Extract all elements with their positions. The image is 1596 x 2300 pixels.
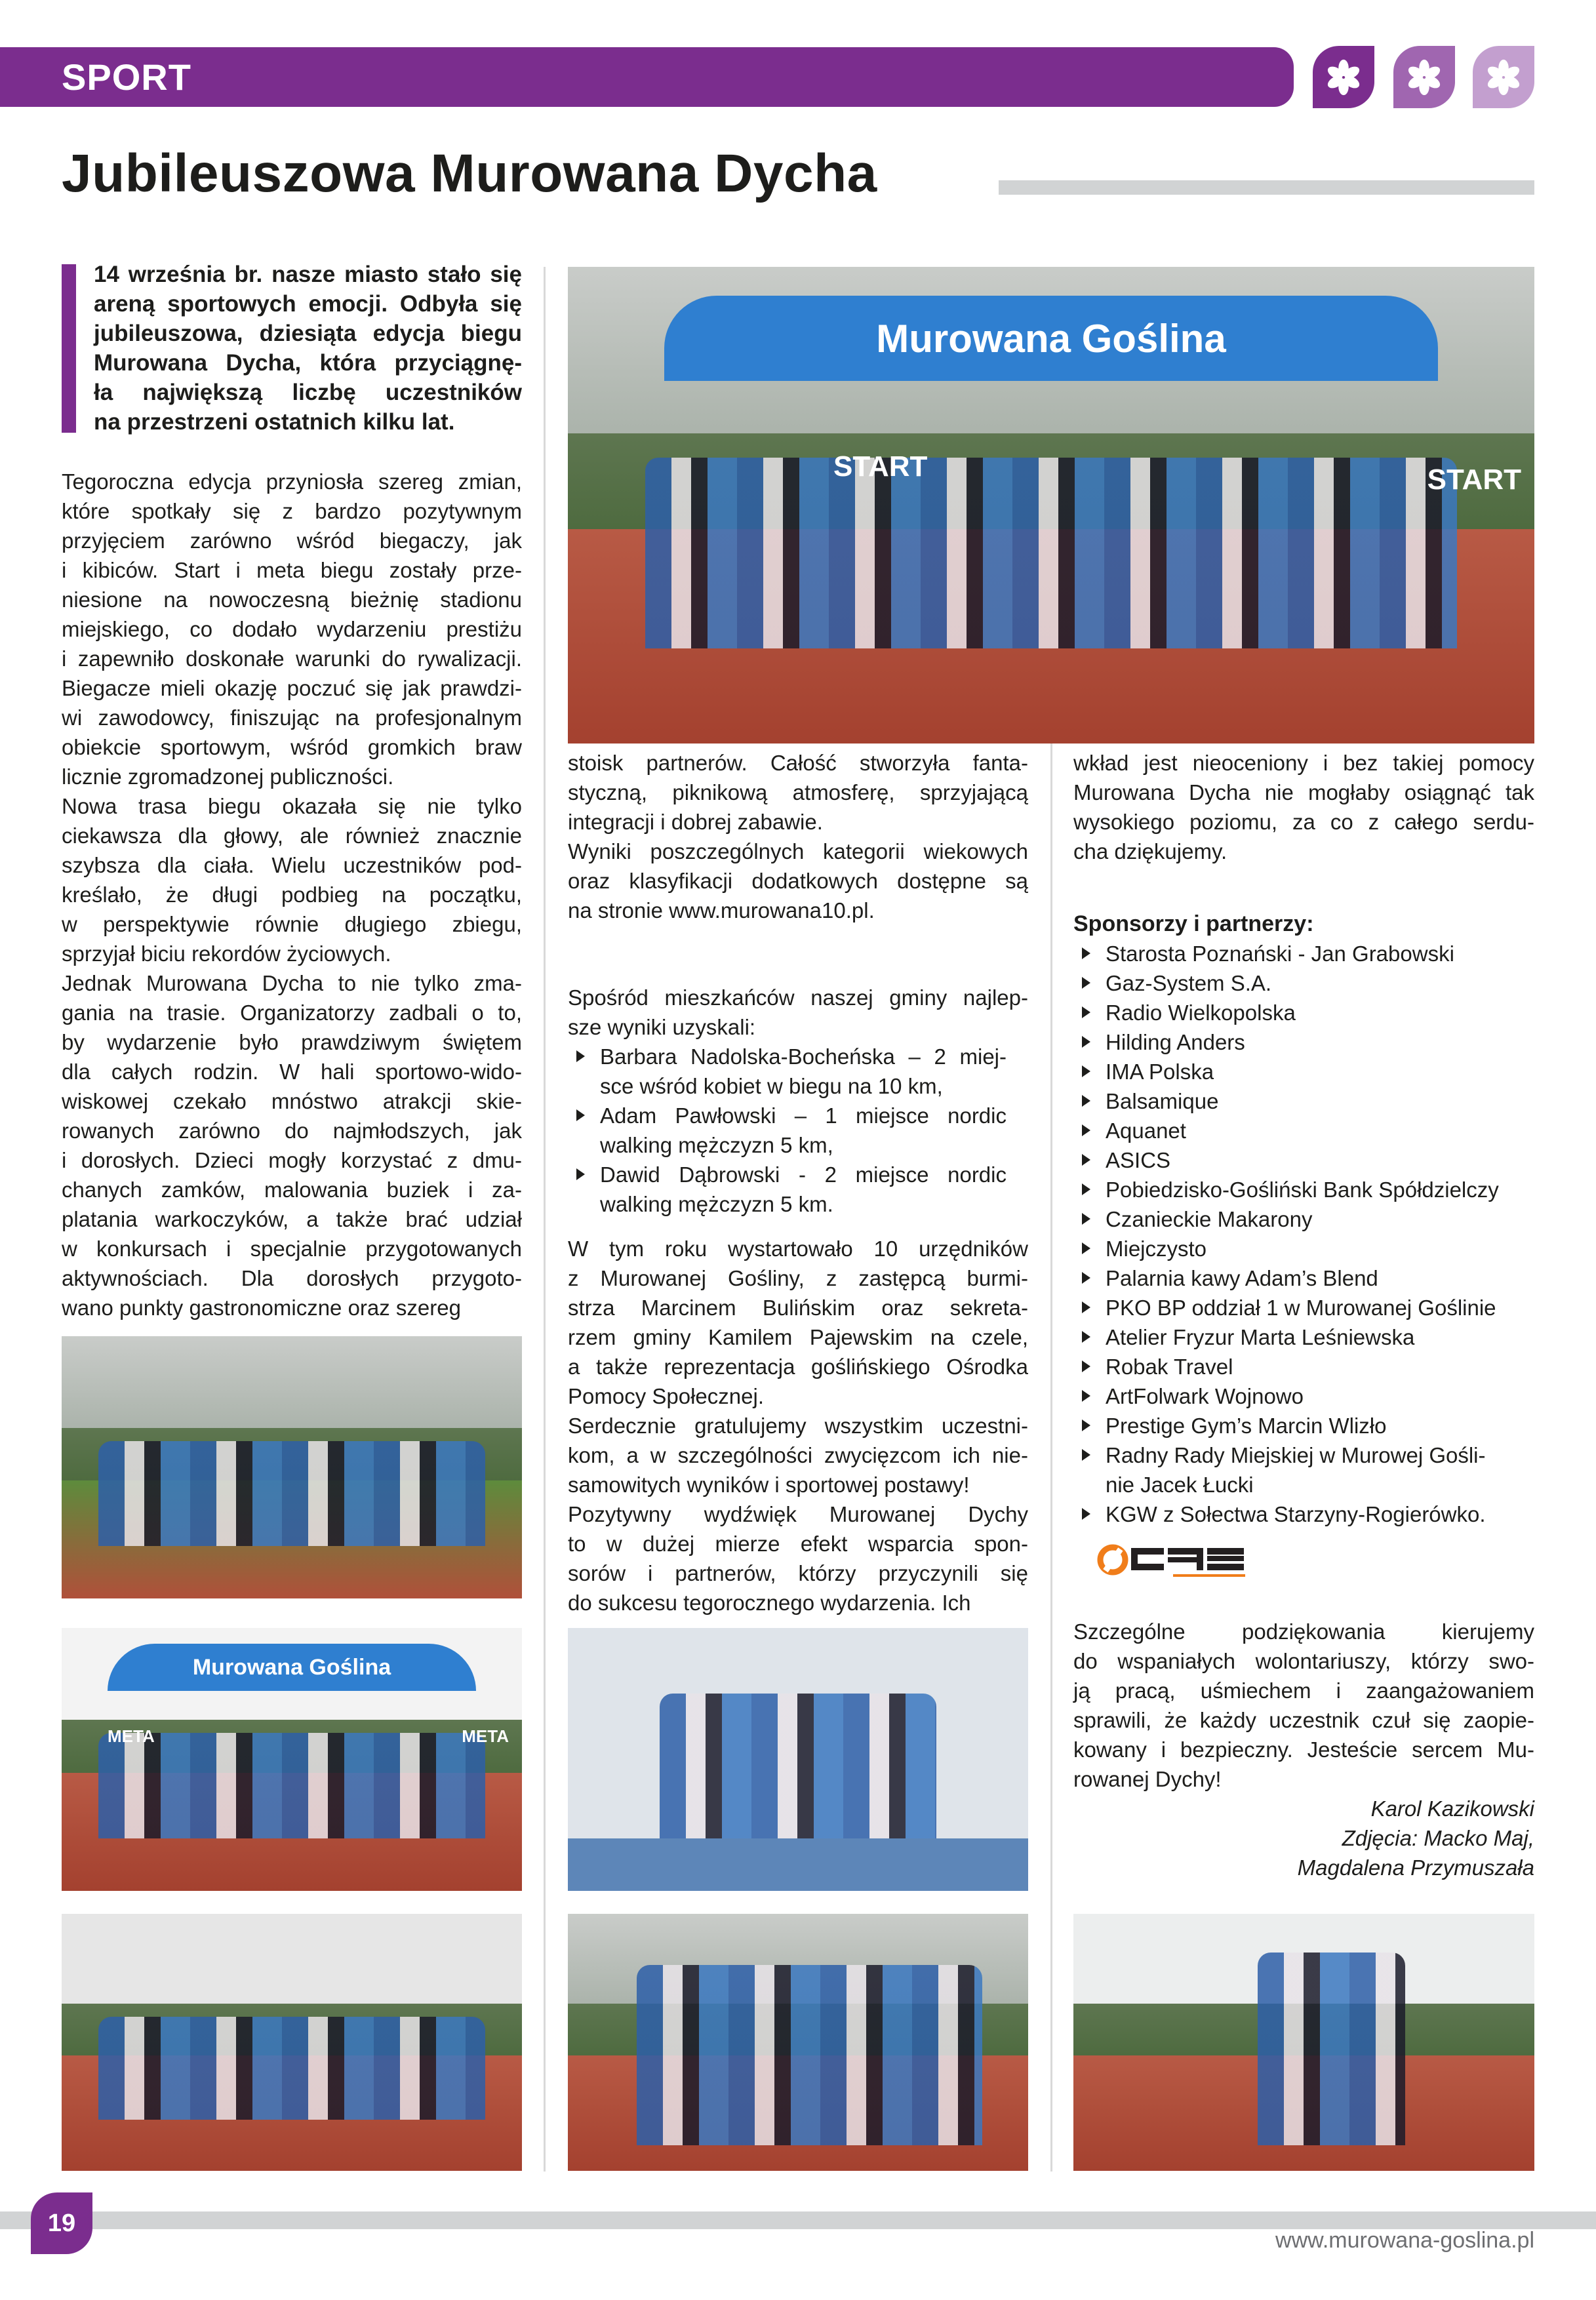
text-line: Robak Travel — [1106, 1355, 1233, 1379]
column-divider — [544, 267, 546, 2171]
text-line: rzem gminy Kamilem Pajewskim na czele, — [568, 1325, 1028, 1349]
sponsors-list — [1106, 939, 1534, 1529]
list-item — [1106, 1204, 1534, 1234]
bullet-triangle-icon — [1082, 1242, 1090, 1254]
right-body-1 — [1073, 748, 1534, 866]
middle-body-1 — [568, 748, 1028, 925]
text-line: niesione na nowoczesną bieżnię stadionu — [62, 587, 522, 612]
text-line: kowany i bezpieczny. Jesteście sercem Mu- — [1073, 1737, 1534, 1762]
text-line: w konkursach i specjalnie przygotowanych — [62, 1237, 522, 1261]
lead-paragraph — [94, 260, 522, 437]
text-line: Dawid Dąbrowski - 2 miejsce nordic — [600, 1162, 1007, 1187]
list-item — [1106, 1175, 1534, 1204]
text-line: PKO BP oddział 1 w Murowanej Goślinie — [1106, 1296, 1496, 1320]
bullet-triangle-icon — [1082, 1213, 1090, 1225]
text-line: aktywnościach. Dla dorosłych przygoto- — [62, 1266, 522, 1290]
text-line: Balsamique — [1106, 1089, 1219, 1113]
photo-group-meta-arch — [62, 1628, 522, 1891]
list-item — [1106, 998, 1534, 1027]
text-line: które spotkały się z bardzo pozytywnym — [62, 499, 522, 523]
list-item — [600, 1042, 1007, 1101]
paragraph — [94, 260, 522, 437]
text-line: Pozytywny wydźwięk Murowanej Dychy — [568, 1502, 1028, 1526]
bullet-triangle-icon — [1082, 1036, 1090, 1048]
text-line: Spośród mieszkańców naszej gminy najlep- — [568, 985, 1028, 1010]
arch-banner: Murowana Goślina — [664, 296, 1437, 382]
text-line: Adam Pawłowski – 1 miejsce nordic — [600, 1103, 1007, 1128]
text-line: z Murowanej Gośliny, z zastępcą burmi- — [568, 1266, 1028, 1290]
photo-start-arch — [568, 267, 1534, 744]
list-item — [1106, 939, 1534, 968]
page-number: 19 — [31, 2192, 92, 2254]
text-line: rowanych zarówno do najmłodszych, jak — [62, 1119, 522, 1143]
bullet-triangle-icon — [1082, 1360, 1090, 1372]
flower-icon — [1473, 46, 1534, 108]
text-line: gania na trasie. Organizatorzy zadbali o to, — [62, 1001, 522, 1025]
text-line: areną sportowych emocji. Odbyła się — [94, 291, 522, 317]
text-line: a także reprezentacja goślińskiego Ośrodka — [568, 1355, 1028, 1379]
paragraph — [568, 748, 1028, 837]
text-line: Gaz-System S.A. — [1106, 971, 1272, 995]
text-line: Aquanet — [1106, 1119, 1186, 1143]
text-line: wi zawodowcy, finiszując na profesjonalnym — [62, 705, 522, 730]
text-line: oraz klasyfikacji dodatkowych dostępne są — [568, 869, 1028, 893]
sponsors-heading: Sponsorzy i partnerzy: — [1073, 911, 1314, 936]
flower-icon — [1393, 46, 1455, 108]
text-line: Biegacze mieli okazję poczuć się jak prawdzi- — [62, 676, 522, 700]
text-line: sprzyjał biciu rekordów życiowych. — [62, 942, 391, 966]
list-item — [1106, 1234, 1534, 1263]
list-item — [1106, 1440, 1534, 1499]
section-header-bar — [0, 47, 1294, 107]
list-item — [1106, 968, 1534, 998]
start-sign: START — [1427, 464, 1521, 496]
bullet-triangle-icon — [1082, 1006, 1090, 1018]
text-line: jubileuszowa, dziesiąta edycja biegu — [94, 321, 522, 346]
site-url: www.murowana-goslina.pl — [1275, 2228, 1534, 2253]
text-line: KGW z Sołectwa Starzyny-Rogierówko. — [1106, 1502, 1486, 1526]
bullet-triangle-icon — [1082, 947, 1090, 959]
text-line: Prestige Gym’s Marcin Wlizło — [1106, 1414, 1387, 1438]
list-item — [1106, 1499, 1534, 1529]
photo-nordic-walkers — [62, 1914, 522, 2171]
photo-three-runners — [568, 1914, 1028, 2171]
text-line: i kibiców. Start i meta biegu zostały prze- — [62, 558, 522, 582]
text-line: Murowana Dycha, która przyciągnę- — [94, 350, 522, 376]
text-line: stoisk partnerów. Całość stworzyła fanta- — [568, 751, 1028, 775]
footer-band — [0, 2211, 1596, 2229]
text-line: Murowana Dycha nie mogłaby osiągnąć tak — [1073, 780, 1534, 804]
text-line: na stronie www.murowana10.pl. — [568, 898, 875, 922]
photo-group-grass — [62, 1336, 522, 1598]
list-item — [1106, 1381, 1534, 1411]
text-line: Serdecznie gratulujemy wszystkim uczestni- — [568, 1414, 1028, 1438]
text-line: to w dużej mierze efekt wsparcia spon- — [568, 1532, 1028, 1556]
text-line: Jednak Murowana Dycha to nie tylko zma- — [62, 971, 522, 995]
text-line: wano punkty gastronomiczne oraz szereg — [62, 1296, 461, 1320]
text-line: sze wyniki uzyskali: — [568, 1015, 756, 1039]
text-line: wysokiego poziomu, za co z całego serdu- — [1073, 810, 1534, 834]
photo-credit: Zdjęcia: Macko Maj, — [1342, 1826, 1534, 1850]
text-line: 14 września br. nasze miasto stało się — [94, 262, 522, 287]
text-line: wkład jest nieoceniony i bez takiej pomocy — [1073, 751, 1534, 775]
text-line: Radio Wielkopolska — [1106, 1001, 1296, 1025]
text-line: Starosta Poznański - Jan Grabowski — [1106, 942, 1454, 966]
text-line: sorów i partnerów, którzy przyczynili się — [568, 1561, 1028, 1585]
text-line: Pomocy Społecznej. — [568, 1384, 764, 1408]
list-item — [600, 1160, 1007, 1219]
text-line: samowitych wyników i sportowej postawy! — [568, 1473, 970, 1497]
left-body — [62, 467, 522, 1322]
gaz-system-logo — [1094, 1543, 1252, 1581]
bullet-triangle-icon — [1082, 1065, 1090, 1077]
paragraph — [568, 1411, 1028, 1499]
text-line: szybsza dla ciała. Wielu uczestników pod- — [62, 853, 522, 877]
list-item — [1106, 1145, 1534, 1175]
text-line: Radny Rady Miejskiej w Murowej Gośli- — [1106, 1443, 1486, 1467]
text-line: strza Marcinem Bulińskim oraz sekreta- — [568, 1296, 1028, 1320]
text-line: ła największą liczbę uczestników — [94, 380, 522, 405]
paragraph — [568, 983, 1028, 1042]
text-line: styczną, piknikową atmosferę, sprzyjającą — [568, 780, 1028, 804]
text-line: by wydarzenie było prawdziwym świętem — [62, 1030, 522, 1054]
list-item — [1106, 1027, 1534, 1057]
text-line: Barbara Nadolska-Bocheńska – 2 miej- — [600, 1044, 1007, 1069]
list-item — [600, 1101, 1007, 1160]
text-line: obiekcie sportowym, wśród gromkich braw — [62, 735, 522, 759]
text-line: do wspaniałych wolontariuszy, którzy swo- — [1073, 1649, 1534, 1673]
paragraph — [62, 968, 522, 1322]
list-item — [1106, 1322, 1534, 1352]
right-body-2 — [1073, 1617, 1534, 1794]
article-title: Jubileuszowa Murowana Dycha — [62, 144, 877, 203]
list-item — [1106, 1116, 1534, 1145]
author: Karol Kazikowski — [1370, 1796, 1534, 1821]
text-line: i zapewniło doskonałe warunki do rywalizacji. — [62, 646, 522, 671]
bullet-triangle-icon — [1082, 1183, 1090, 1195]
text-line: licznie zgromadzonej publiczności. — [62, 764, 394, 789]
paragraph — [1073, 748, 1534, 866]
bullet-triangle-icon — [1082, 1331, 1090, 1343]
paragraph — [62, 467, 522, 791]
bullet-triangle-icon — [1082, 1508, 1090, 1520]
bullet-triangle-icon — [576, 1168, 585, 1180]
text-line: Atelier Fryzur Marta Leśniewska — [1106, 1325, 1415, 1349]
paragraph — [62, 791, 522, 968]
bullet-triangle-icon — [1082, 1272, 1090, 1284]
photo-runner-medal — [1073, 1914, 1534, 2171]
results-list — [600, 1042, 1007, 1219]
list-item — [1106, 1352, 1534, 1381]
meta-sign: META — [462, 1726, 509, 1746]
text-line: kreślało, że długi podbieg na początku, — [62, 882, 522, 907]
bullet-triangle-icon — [576, 1109, 585, 1121]
lead-accent-bar — [62, 264, 76, 433]
text-line: Hilding Anders — [1106, 1030, 1245, 1054]
paragraph — [568, 1499, 1028, 1617]
start-sign: START — [833, 450, 928, 483]
text-line: rowanej Dychy! — [1073, 1767, 1222, 1791]
text-line: nie Jacek Łucki — [1106, 1473, 1254, 1497]
flower-icon — [1313, 46, 1374, 108]
bullet-triangle-icon — [1082, 1095, 1090, 1107]
text-line: Czanieckie Makarony — [1106, 1207, 1313, 1231]
paragraph — [1073, 1617, 1534, 1794]
text-line: i dorosłych. Dzieci mogły korzystać z dmu- — [62, 1148, 522, 1172]
text-line: miejskiego, co dodało wydarzeniu prestiżu — [62, 617, 522, 641]
bullet-triangle-icon — [1082, 1419, 1090, 1431]
text-line: ArtFolwark Wojnowo — [1106, 1384, 1304, 1408]
list-item — [1106, 1086, 1534, 1116]
text-line: Pobiedzisko-Gośliński Bank Spółdzielczy — [1106, 1178, 1499, 1202]
text-line: wiskowej czekało mnóstwo atrakcji skie- — [62, 1089, 522, 1113]
bullet-triangle-icon — [1082, 1449, 1090, 1461]
text-line: ją pracą, uśmiechem i zaangażowaniem — [1073, 1678, 1534, 1703]
middle-body-3 — [568, 1234, 1028, 1617]
text-line: walking mężczyzn 5 km. — [600, 1192, 833, 1216]
bullet-triangle-icon — [1082, 1301, 1090, 1313]
text-line: kom, a w szczególności zwycięzcom ich nie- — [568, 1443, 1028, 1467]
meta-sign: META — [108, 1726, 155, 1746]
text-line: Szczególne podziękowania kierujemy — [1073, 1619, 1534, 1644]
arch-banner: Murowana Goślina — [108, 1644, 476, 1691]
text-line: walking mężczyzn 5 km, — [600, 1133, 833, 1157]
middle-body-2 — [568, 983, 1028, 1042]
bullet-triangle-icon — [1082, 977, 1090, 989]
title-rule — [999, 180, 1534, 195]
photo-credit-2: Magdalena Przymuszała — [1297, 1855, 1534, 1880]
text-line: sprawili, że każdy uczestnik czuł się zaopie- — [1073, 1708, 1534, 1732]
list-item — [1106, 1057, 1534, 1086]
text-line: cha dziękujemy. — [1073, 839, 1227, 863]
text-line: sce wśród kobiet w biegu na 10 km, — [600, 1074, 943, 1098]
text-line: integracji i dobrej zabawie. — [568, 810, 823, 834]
paragraph — [568, 837, 1028, 925]
text-line: platania warkoczyków, a także brać udział — [62, 1207, 522, 1231]
bullet-triangle-icon — [1082, 1124, 1090, 1136]
paragraph — [568, 1234, 1028, 1411]
bullet-triangle-icon — [1082, 1154, 1090, 1166]
text-line: W tym roku wystartowało 10 urzędników — [568, 1237, 1028, 1261]
text-line: Miejczysto — [1106, 1237, 1207, 1261]
text-line: do sukcesu tegorocznego wydarzenia. Ich — [568, 1591, 971, 1615]
text-line: przyjęciem zarówno wśród biegaczy, jak — [62, 528, 522, 553]
text-line: na przestrzeni ostatnich kilku lat. — [94, 409, 455, 435]
text-line: Palarnia kawy Adam’s Blend — [1106, 1266, 1378, 1290]
list-item — [1106, 1293, 1534, 1322]
text-line: dla całych rodzin. W hali sportowo-wido- — [62, 1060, 522, 1084]
text-line: Tegoroczna edycja przyniosła szereg zmian, — [62, 469, 522, 494]
list-item — [1106, 1263, 1534, 1293]
bullet-triangle-icon — [576, 1050, 585, 1062]
bullet-triangle-icon — [1082, 1390, 1090, 1402]
text-line: Nowa trasa biegu okazała się nie tylko — [62, 794, 522, 818]
text-line: Wyniki poszczególnych kategorii wiekowych — [568, 839, 1028, 863]
text-line: ASICS — [1106, 1148, 1171, 1172]
text-line: IMA Polska — [1106, 1060, 1214, 1084]
text-line: chanych zamków, malowania buziek i za- — [62, 1178, 522, 1202]
photo-award-ceremony — [568, 1628, 1028, 1891]
text-line: w perspektywie równie długiego zbiegu, — [62, 912, 522, 936]
section-label: SPORT — [62, 56, 191, 98]
list-item — [1106, 1411, 1534, 1440]
text-line: ciekawsza dla głowy, ale również znacznie — [62, 823, 522, 848]
